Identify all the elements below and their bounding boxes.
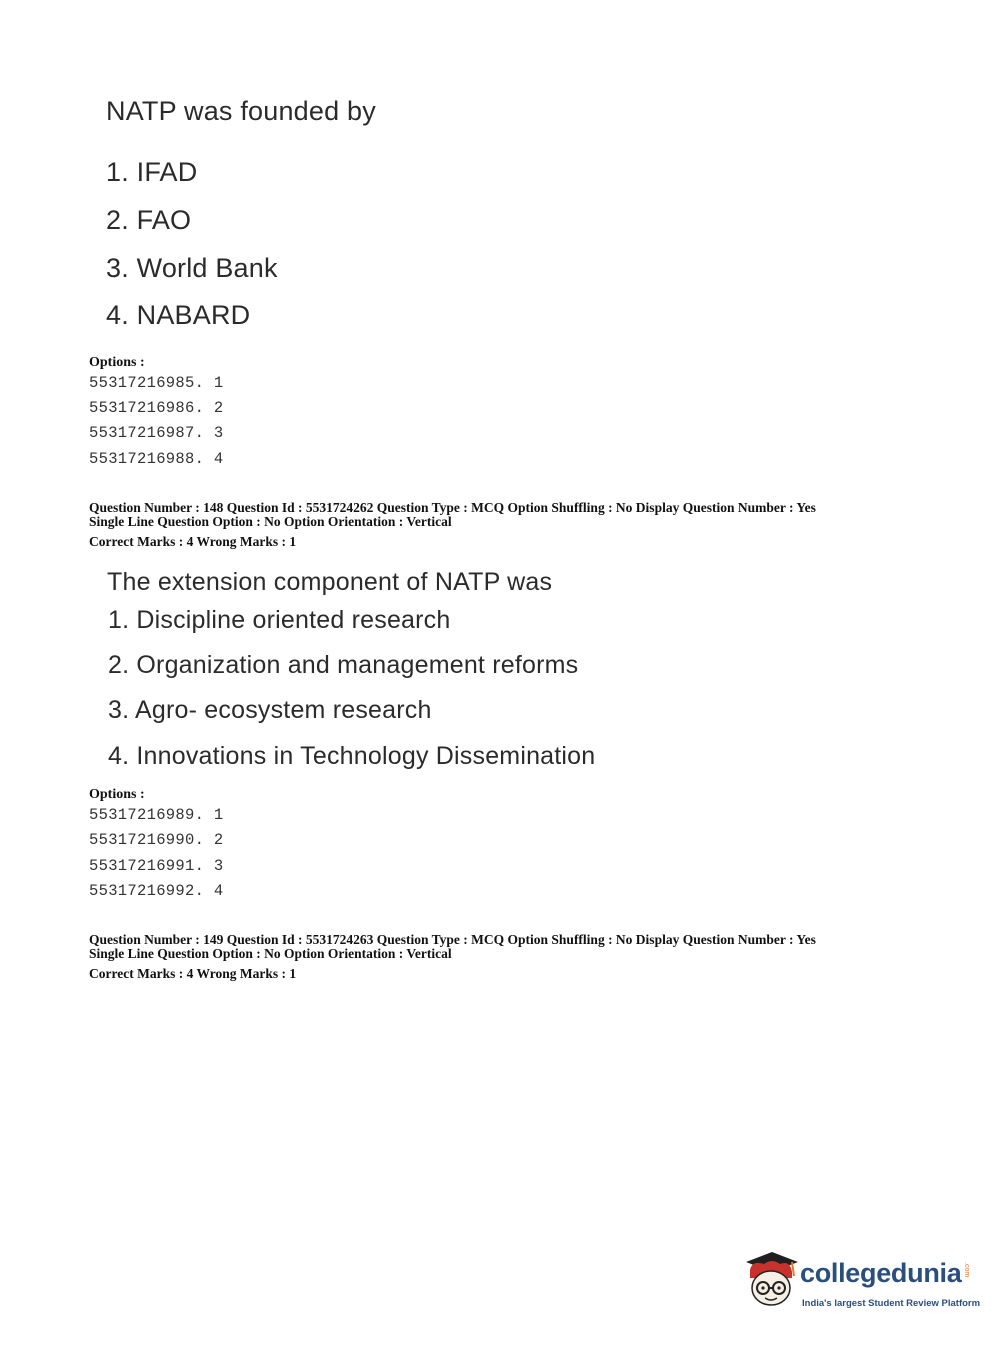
question-marks: Correct Marks : 4 Wrong Marks : 1 bbox=[89, 966, 297, 981]
question-marks: Correct Marks : 4 Wrong Marks : 1 bbox=[89, 534, 297, 549]
question-meta-line: Single Line Question Option : No Option Orientation : Vertical bbox=[89, 514, 452, 529]
question-meta-line: Question Number : 148 Question Id : 5531724262 Question Type : MCQ Option Shuffling : No Display Question Number : Yes bbox=[89, 500, 816, 515]
answer-choice: 3. Agro- ecosystem research bbox=[108, 696, 432, 724]
option-id: 55317216985. 1 bbox=[89, 374, 224, 392]
answer-choice: 3. World Bank bbox=[106, 253, 278, 283]
options-label: Options : bbox=[89, 355, 145, 370]
logo-dotcom: .com bbox=[963, 1262, 970, 1278]
question-meta-line: Single Line Question Option : No Option Orientation : Vertical bbox=[89, 946, 452, 961]
option-id: 55317216986. 2 bbox=[89, 399, 224, 417]
option-id: 55317216991. 3 bbox=[89, 857, 224, 875]
question-meta-line: Question Number : 149 Question Id : 5531724263 Question Type : MCQ Option Shuffling : No Display Question Number : Yes bbox=[89, 932, 816, 947]
answer-choice: 4. Innovations in Technology Dissemination bbox=[108, 742, 596, 770]
answer-choice: 1. Discipline oriented research bbox=[108, 606, 451, 634]
answer-choice: 4. NABARD bbox=[106, 300, 251, 330]
answer-choice: 2. Organization and management reforms bbox=[108, 651, 579, 679]
option-id: 55317216992. 4 bbox=[89, 882, 224, 900]
option-id: 55317216988. 4 bbox=[89, 450, 224, 468]
options-label: Options : bbox=[89, 787, 145, 802]
question-text: The extension component of NATP was bbox=[107, 568, 553, 596]
answer-choice: 2. FAO bbox=[106, 205, 192, 235]
logo-tagline: India's largest Student Review Platform bbox=[802, 1298, 981, 1309]
collegedunia-logo bbox=[742, 1248, 981, 1318]
student-mascot-icon bbox=[742, 1248, 802, 1318]
answer-choice: 1. IFAD bbox=[106, 157, 198, 187]
option-id: 55317216987. 3 bbox=[89, 424, 224, 442]
option-id: 55317216989. 1 bbox=[89, 806, 224, 824]
option-id: 55317216990. 2 bbox=[89, 831, 224, 849]
question-text: NATP was founded by bbox=[106, 96, 376, 126]
logo-wordmark: collegedunia bbox=[800, 1258, 962, 1288]
